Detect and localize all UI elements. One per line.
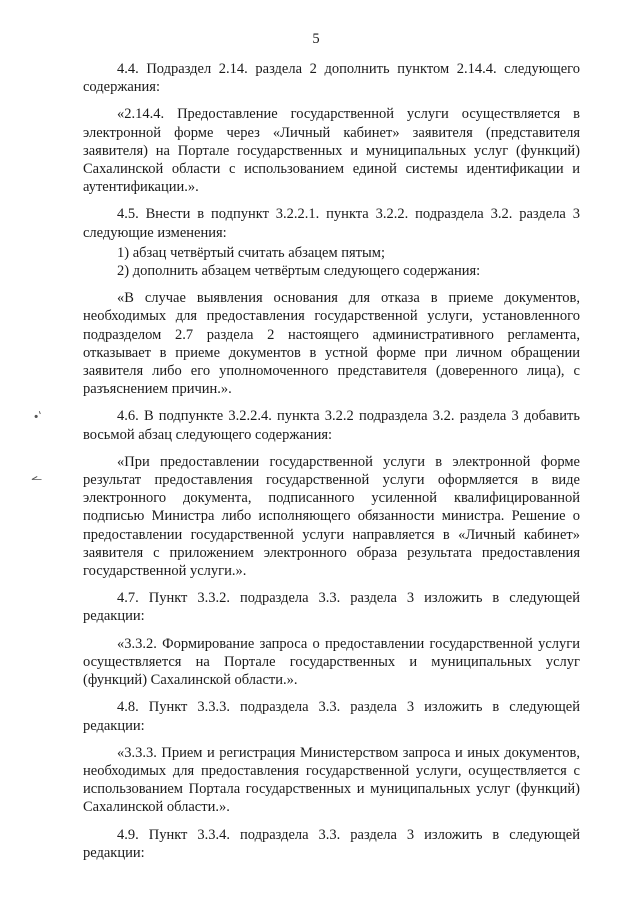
paragraph-4-8: 4.8. Пункт 3.3.3. подраздела 3.3. раздела 3 изложить в следующей редакции: — [83, 699, 580, 734]
paragraph-2-14-4-quote: «2.14.4. Предоставление государственной услуги осуществляется в электронной форме через «Личный кабинет» заявителя (представителя заявителя) на Портале государственных и муниципальных услуг (функций) Сахалинской области с использованием единой системы идентификации и аутентификации.». — [83, 106, 580, 196]
paragraph-4-7: 4.7. Пункт 3.3.2. подраздела 3.3. раздела 3 изложить в следующей редакции: — [83, 590, 580, 625]
document-body — [83, 60, 580, 871]
paragraph-4-6: 4.6. В подпункте 3.2.2.4. пункта 3.2.2 подраздела 3.2. раздела 3 добавить восьмой абзац следующего содержания: — [83, 408, 580, 443]
paragraph-4-5: 4.5. Внести в подпункт 3.2.2.1. пункта 3.2.2. подраздела 3.2. раздела 3 следующие изменения: — [83, 206, 580, 241]
amendment-list — [83, 244, 580, 280]
list-item: 1) абзац четвёртый считать абзацем пятым; — [117, 244, 385, 261]
paragraph-4-9: 4.9. Пункт 3.3.4. подраздела 3.3. раздела 3 изложить в следующей редакции: — [83, 826, 580, 861]
list-item: 2) дополнить абзацем четвёртым следующего содержания: — [117, 263, 481, 280]
paragraph-4-4: 4.4. Подраздел 2.14. раздела 2 дополнить пунктом 2.14.4. следующего содержания: — [83, 61, 580, 96]
scan-mark: ı⁄ — [28, 473, 43, 484]
paragraph-refusal-quote: «В случае выявления основания для отказа в приеме документов, необходимых для предоставления государственной услуги, установленного подразделом 2.7 раздела 2 настоящего административного регламента, отказывает в приеме документов в устной форме при личном обращении заявителя либо его уполномоченного представителя (доверенного лица), с разъяснением причин.». — [83, 290, 580, 398]
scan-mark: •' — [31, 408, 45, 425]
paragraph-3-3-3-quote: «3.3.3. Прием и регистрация Министерством запроса и иных документов, необходимых для предоставления государственной услуги, осуществляется с использованием Портала государственных и муниципальных услуг (функций) Сахалинской области.». — [83, 744, 580, 816]
paragraph-3-3-2-quote: «3.3.2. Формирование запроса о предоставлении государственной услуги осуществляется на Портале государственных и муниципальных услуг (функций) Сахалинской области.». — [83, 635, 580, 689]
page-number: 5 — [312, 31, 320, 47]
paragraph-electronic-result-quote: «При предоставлении государственной услуги в электронной форме результат предоставления государственной услуги оформляется в виде электронного документа, подписанного усиленной квалифицированной подписью Министра либо исполняющего обязанности министра. Решение о предоставлении государственной услуги направляется в «Личный кабинет» заявителя с приложением электронного образа результата предоставления государственной услуги.». — [83, 453, 580, 580]
